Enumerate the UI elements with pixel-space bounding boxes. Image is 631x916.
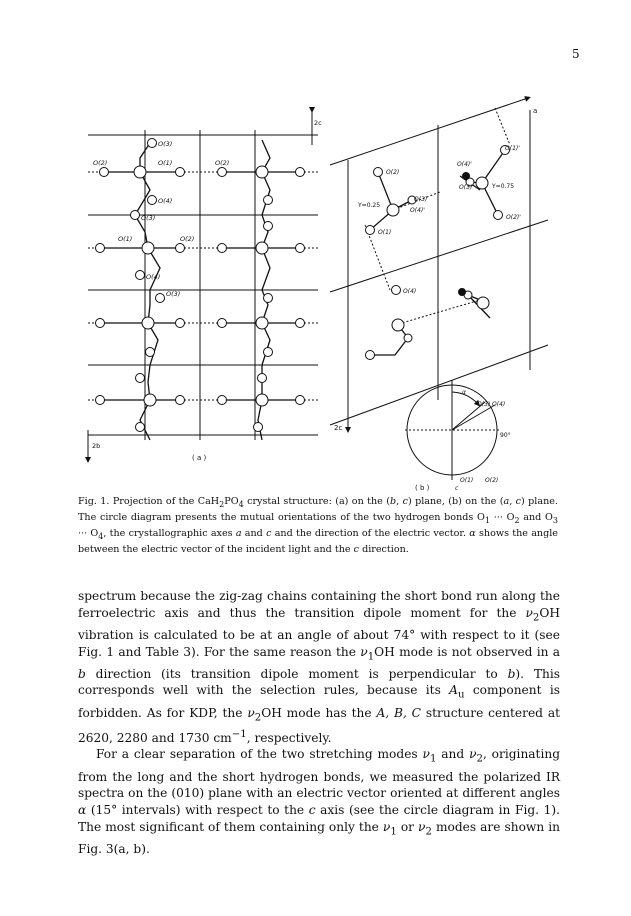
italic-b: b	[78, 666, 86, 681]
text-run: and	[436, 747, 470, 762]
caption-italic: α	[469, 527, 476, 539]
paragraph-1	[78, 588, 560, 746]
subscript: 2	[425, 826, 432, 838]
atom-o	[264, 348, 273, 357]
text-run: (15° intervals) with respect to the	[86, 802, 309, 817]
atom-p	[256, 317, 268, 329]
caption-italic: b	[389, 496, 397, 507]
caption-sub: 1	[484, 515, 490, 525]
label-o2c: O(4)	[403, 288, 417, 295]
subscript: 2	[254, 711, 262, 723]
text-run: , originating from the long and the short hydrogen bonds, we measured the polarized IR spectra on the (010) plane with an electric vector oriented at different angles	[78, 747, 561, 801]
atom-o2	[218, 168, 227, 177]
caption-label: Fig. 1.	[78, 496, 110, 507]
atom-o4	[136, 271, 145, 280]
text-run: For a clear separation of the two stretching modes	[96, 747, 423, 762]
atom-o	[218, 319, 227, 328]
atom-o	[218, 396, 227, 405]
caption-italic: c	[353, 543, 360, 555]
symbol-alpha: α	[78, 802, 87, 817]
atom-o	[218, 244, 227, 253]
circle-alpha: α	[462, 389, 466, 396]
panel-b	[330, 98, 548, 492]
text-run: OH vibration is calculated to be at an angle of about 74° with respect to it (see Fig. 1 and Table 3). For the same reason the	[78, 605, 560, 659]
subscript: 1	[429, 753, 437, 765]
panel-a-label: ( a )	[192, 454, 207, 462]
atom-o	[96, 319, 105, 328]
atom-p	[142, 317, 154, 329]
circle-diagram	[405, 380, 500, 480]
caption-text: Projection of the CaH	[109, 496, 220, 507]
caption-sub: 2	[514, 515, 520, 525]
text-run: component is forbidden. As for KDP, the	[78, 683, 560, 720]
italic-b: b	[507, 666, 516, 681]
atom-o	[136, 423, 145, 432]
caption-text: and the direction of the electric vector.	[271, 527, 470, 539]
atom-o1	[176, 168, 185, 177]
atom-o3	[148, 139, 157, 148]
text-run: OH mode is not observed in a	[374, 644, 561, 659]
caption-text: and	[241, 527, 267, 539]
atom-o	[296, 319, 305, 328]
label-o1: O(1)'	[505, 145, 520, 152]
text-run: ). This corresponds well with the selection rules, because its	[78, 666, 560, 698]
atom-o	[258, 374, 267, 383]
atom-o2	[494, 211, 503, 220]
symbol-nu: ν	[247, 705, 255, 720]
label-o2: O(2)'	[506, 214, 521, 221]
italic-abc: A, B, C	[376, 705, 422, 720]
subscript: 1	[367, 650, 375, 662]
text-run: OH mode has the	[261, 705, 377, 720]
symbol-nu: ν	[360, 644, 368, 659]
atom-o	[296, 396, 305, 405]
page-number: 5	[572, 47, 580, 61]
body-text	[78, 588, 560, 858]
atom-p	[144, 394, 156, 406]
label-y075: Y=0.75	[492, 183, 515, 190]
atom-o2	[392, 286, 401, 295]
panel-b-label: ( b )	[415, 484, 430, 492]
atom-p	[256, 242, 268, 254]
symbol-nu: ν	[382, 819, 391, 834]
caption-sub: 4	[238, 499, 244, 509]
label-o3: O(3)	[158, 140, 173, 148]
label-o2b: O(2)	[386, 169, 400, 176]
atom-o1	[366, 226, 375, 235]
circle-o2: O(2)	[485, 477, 499, 484]
label-o2c: O(2)	[180, 235, 195, 243]
label-o4b: O(4)	[146, 273, 161, 281]
atom-o3	[131, 211, 140, 220]
label-o2: O(2)	[93, 159, 108, 167]
figure-caption	[78, 495, 558, 556]
caption-text: and O	[519, 511, 553, 523]
atom-o1	[96, 244, 105, 253]
atom-p	[134, 166, 146, 178]
atom-o	[176, 396, 185, 405]
atom-o2	[176, 244, 185, 253]
caption-text: ··· O	[490, 511, 515, 523]
caption-text: shows the angle between the electric vector of the incident light and the	[78, 527, 558, 555]
circle-o4: O(4)	[492, 401, 506, 408]
atom-o2	[374, 168, 383, 177]
atom-p	[256, 394, 268, 406]
atom-p	[477, 297, 489, 309]
circle-o3: O(3)	[477, 401, 491, 408]
label-y025: Y=0.25	[358, 202, 381, 209]
subscript: 2	[476, 753, 483, 765]
panel-a	[88, 110, 322, 462]
atom-o	[254, 423, 263, 432]
italic-A: A	[449, 683, 458, 698]
caption-italic: c	[266, 527, 272, 539]
label-o1b: O(1)	[378, 229, 392, 236]
atom-o	[96, 396, 105, 405]
atom-p	[142, 242, 154, 254]
subscript: u	[457, 689, 465, 701]
text-run: direction (its transition dipole moment is perpendicular to	[85, 666, 508, 681]
atom-p	[476, 177, 488, 189]
caption-text: , the crystallographic axes	[103, 527, 236, 539]
atom-o	[296, 244, 305, 253]
caption-italic: c	[515, 496, 522, 507]
atom-o	[264, 294, 273, 303]
panel-a-hydrogen-bonds	[88, 172, 318, 400]
caption-sub: 4	[98, 531, 104, 541]
label-o4c: O(4)'	[410, 207, 425, 214]
atom-o	[366, 351, 375, 360]
label-o3b: O(3)	[141, 214, 156, 222]
atom-o	[146, 348, 155, 357]
atom-o2	[100, 168, 109, 177]
text-run: axis (see the circle diagram in Fig. 1). The most significant of them containing only the	[78, 802, 560, 834]
atom-o	[404, 334, 412, 342]
atom-o	[264, 222, 273, 231]
superscript: −1	[231, 728, 247, 740]
caption-text: direction.	[359, 543, 409, 555]
label-o4: O(4)'	[457, 161, 472, 168]
atom-o3	[156, 294, 165, 303]
text-run: , respectively.	[246, 730, 332, 745]
circle-angle: 90°	[500, 432, 511, 439]
panel-b-grid-line	[330, 220, 548, 292]
text-run: spectrum because the zig-zag chains containing the short bond run along the ferroelectric axis and thus the transition dipole moment for the	[78, 589, 560, 620]
label-o3b: O(3)	[414, 196, 428, 203]
symbol-nu: ν	[422, 747, 430, 762]
caption-text: ,	[396, 496, 403, 507]
atom-p	[387, 204, 399, 216]
caption-text: crystal structure: (a) on the (	[243, 496, 390, 507]
caption-sub: 3	[552, 515, 558, 525]
symbol-nu: ν	[469, 747, 477, 762]
caption-text: ) plane, (b) on the (	[407, 496, 504, 507]
text-run: or	[396, 819, 419, 834]
label-o4: O(4)	[158, 197, 173, 205]
panel-b-axis-a	[330, 98, 528, 165]
atom-p	[392, 319, 404, 331]
atom-p	[256, 166, 268, 178]
label-axis-a: a	[533, 107, 538, 115]
label-axis-c: 2c	[314, 119, 322, 127]
caption-text: ,	[509, 496, 516, 507]
caption-text: ··· O	[78, 527, 99, 539]
label-axis-c: 2c	[334, 424, 343, 432]
text-run: modes are shown in Fig. 3(a, b).	[78, 819, 560, 856]
caption-text: ) plane. The circle diagram presents the mutual orientations of the two hydrogen bonds O	[78, 496, 558, 523]
circle-c: c	[455, 485, 459, 492]
italic-c: c	[308, 802, 316, 817]
panel-b-grid-line	[330, 345, 548, 425]
caption-italic: c	[402, 496, 408, 507]
circle-o1: O(1)	[460, 477, 474, 484]
caption-text: PO	[224, 496, 239, 507]
symbol-nu: ν	[418, 819, 426, 834]
atom-o	[296, 168, 305, 177]
label-o1b: O(1)	[118, 235, 133, 243]
label-axis-b: 2b	[92, 442, 101, 450]
symbol-nu: ν	[525, 605, 533, 620]
subscript: 1	[390, 826, 397, 838]
atom-o	[264, 196, 273, 205]
label-o2b: O(2)	[215, 159, 230, 167]
caption-sub: 2	[219, 499, 225, 509]
atom-o	[176, 319, 185, 328]
atom-o4	[148, 196, 157, 205]
label-o3: O(3)'	[459, 184, 474, 191]
caption-italic: a	[503, 496, 510, 507]
paragraph-2	[78, 746, 560, 857]
text-run: structure centered at 2620, 2280 and 1730 cm	[78, 705, 561, 745]
label-o1: O(1)	[158, 159, 173, 167]
label-o3c: O(3)	[166, 290, 181, 298]
atom-o	[136, 374, 145, 383]
subscript: 2	[532, 612, 540, 624]
caption-italic: a	[235, 527, 242, 539]
